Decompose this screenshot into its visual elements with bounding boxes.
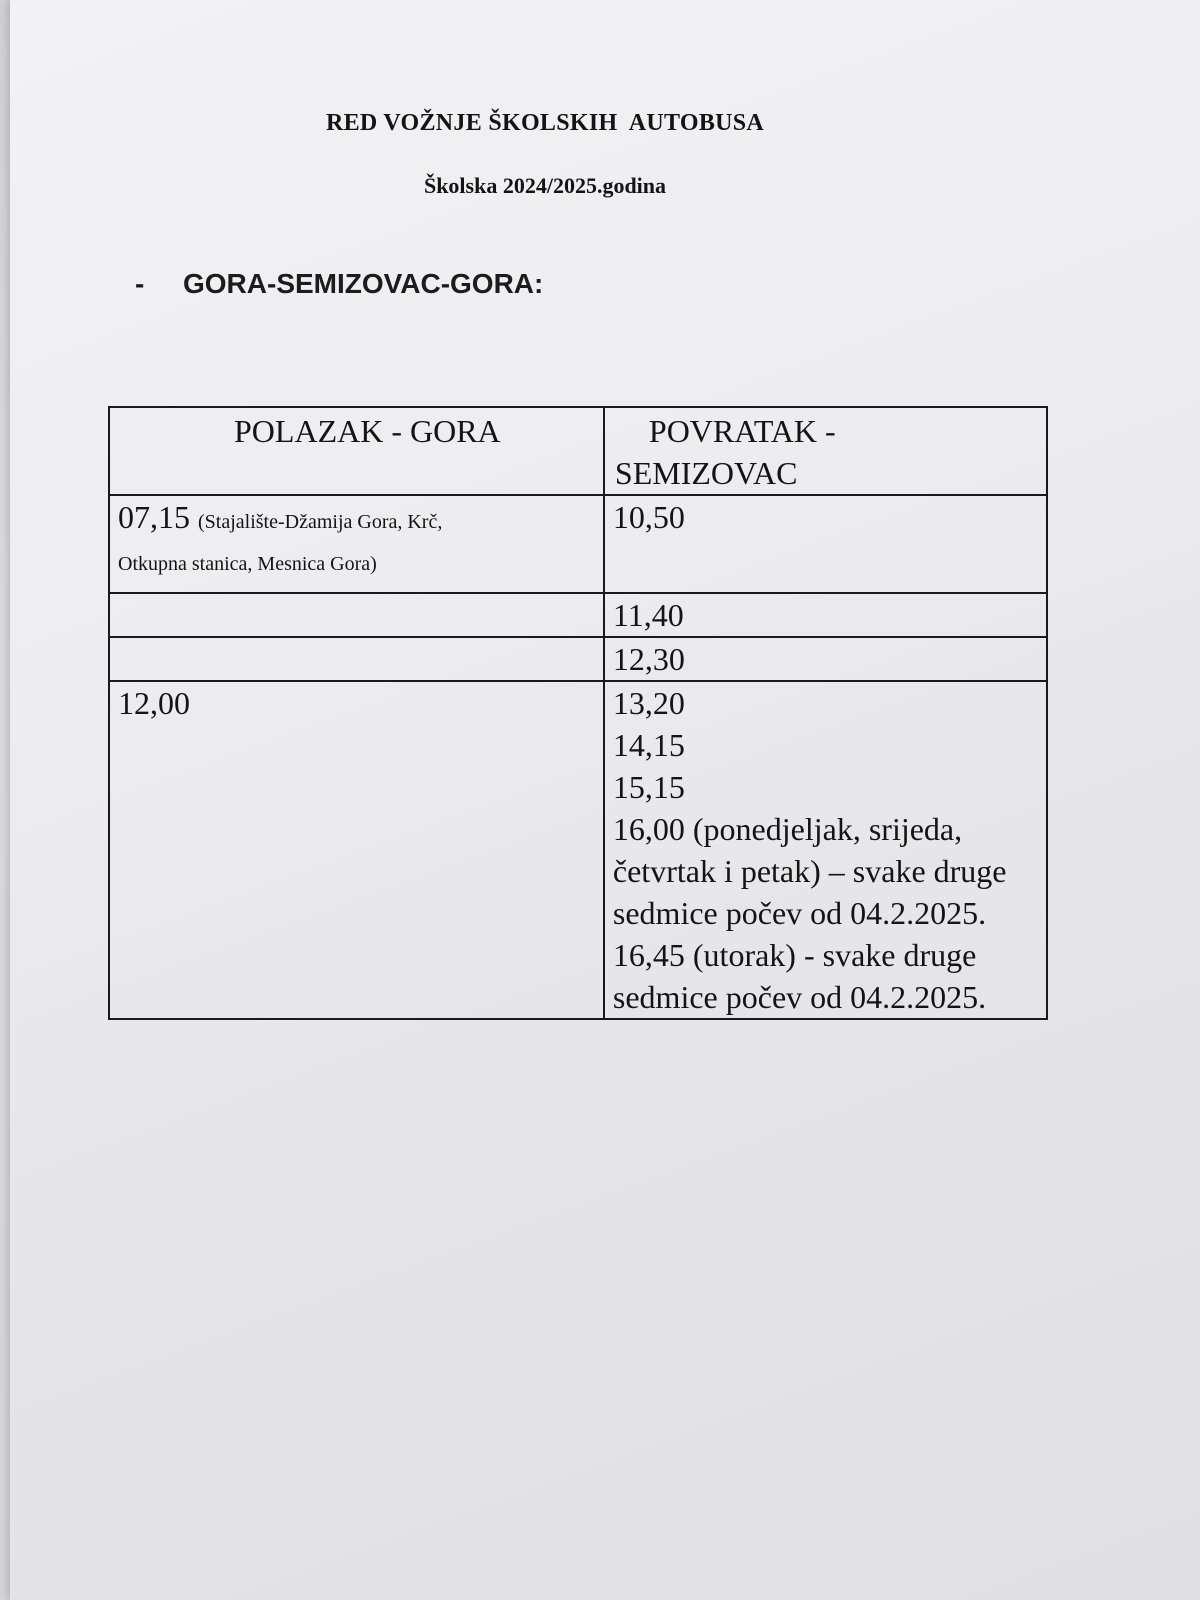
departure-time: 12,00	[118, 685, 190, 721]
return-cell	[604, 681, 1047, 1019]
return-time-line: sedmice počev od 04.2.2025.	[612, 979, 987, 1015]
return-time-line: 16,45 (utorak) - svake druge	[612, 937, 977, 973]
return-time-line: 15,15	[612, 769, 685, 805]
departure-cell-empty	[109, 637, 604, 681]
table-row	[109, 593, 1047, 637]
return-time: 12,30	[612, 641, 685, 677]
table-row	[109, 495, 1047, 593]
departure-cell-empty	[109, 593, 604, 637]
return-cell	[604, 593, 1047, 637]
return-time-line: 13,20	[612, 685, 685, 721]
route-dash: -	[135, 268, 145, 299]
return-time: 11,40	[612, 597, 684, 633]
route-name: GORA-SEMIZOVAC-GORA:	[183, 268, 544, 299]
return-time-line: 14,15	[612, 727, 685, 763]
header-departure: POLAZAK - GORA	[109, 407, 604, 495]
header-return-line1: POVRATAK -	[648, 413, 836, 449]
departure-stops-line1: (Stajalište-Džamija Gora, Krč,	[198, 511, 443, 533]
header-return-line2: SEMIZOVAC	[614, 455, 798, 491]
table-row	[109, 637, 1047, 681]
return-time: 10,50	[612, 499, 685, 535]
document-title: RED VOŽNJE ŠKOLSKIH AUTOBUSA	[325, 110, 765, 136]
return-time-line: četvrtak i petak) – svake druge	[612, 853, 1007, 889]
school-year-subtitle: Školska 2024/2025.godina	[423, 173, 667, 198]
table-row	[109, 681, 1047, 1019]
schedule-table	[108, 406, 1048, 1020]
table-header-row	[109, 407, 1047, 495]
departure-time: 07,15	[118, 499, 190, 535]
header-return	[604, 407, 1047, 495]
departure-stops-line2: Otkupna stanica, Mesnica Gora)	[118, 553, 377, 575]
departure-cell	[109, 495, 604, 593]
return-time-line: sedmice počev od 04.2.2025.	[612, 895, 987, 931]
departure-cell	[109, 681, 604, 1019]
return-cell	[604, 495, 1047, 593]
return-time-line: 16,00 (ponedjeljak, srijeda,	[612, 811, 963, 847]
route-heading	[135, 268, 543, 300]
return-cell	[604, 637, 1047, 681]
